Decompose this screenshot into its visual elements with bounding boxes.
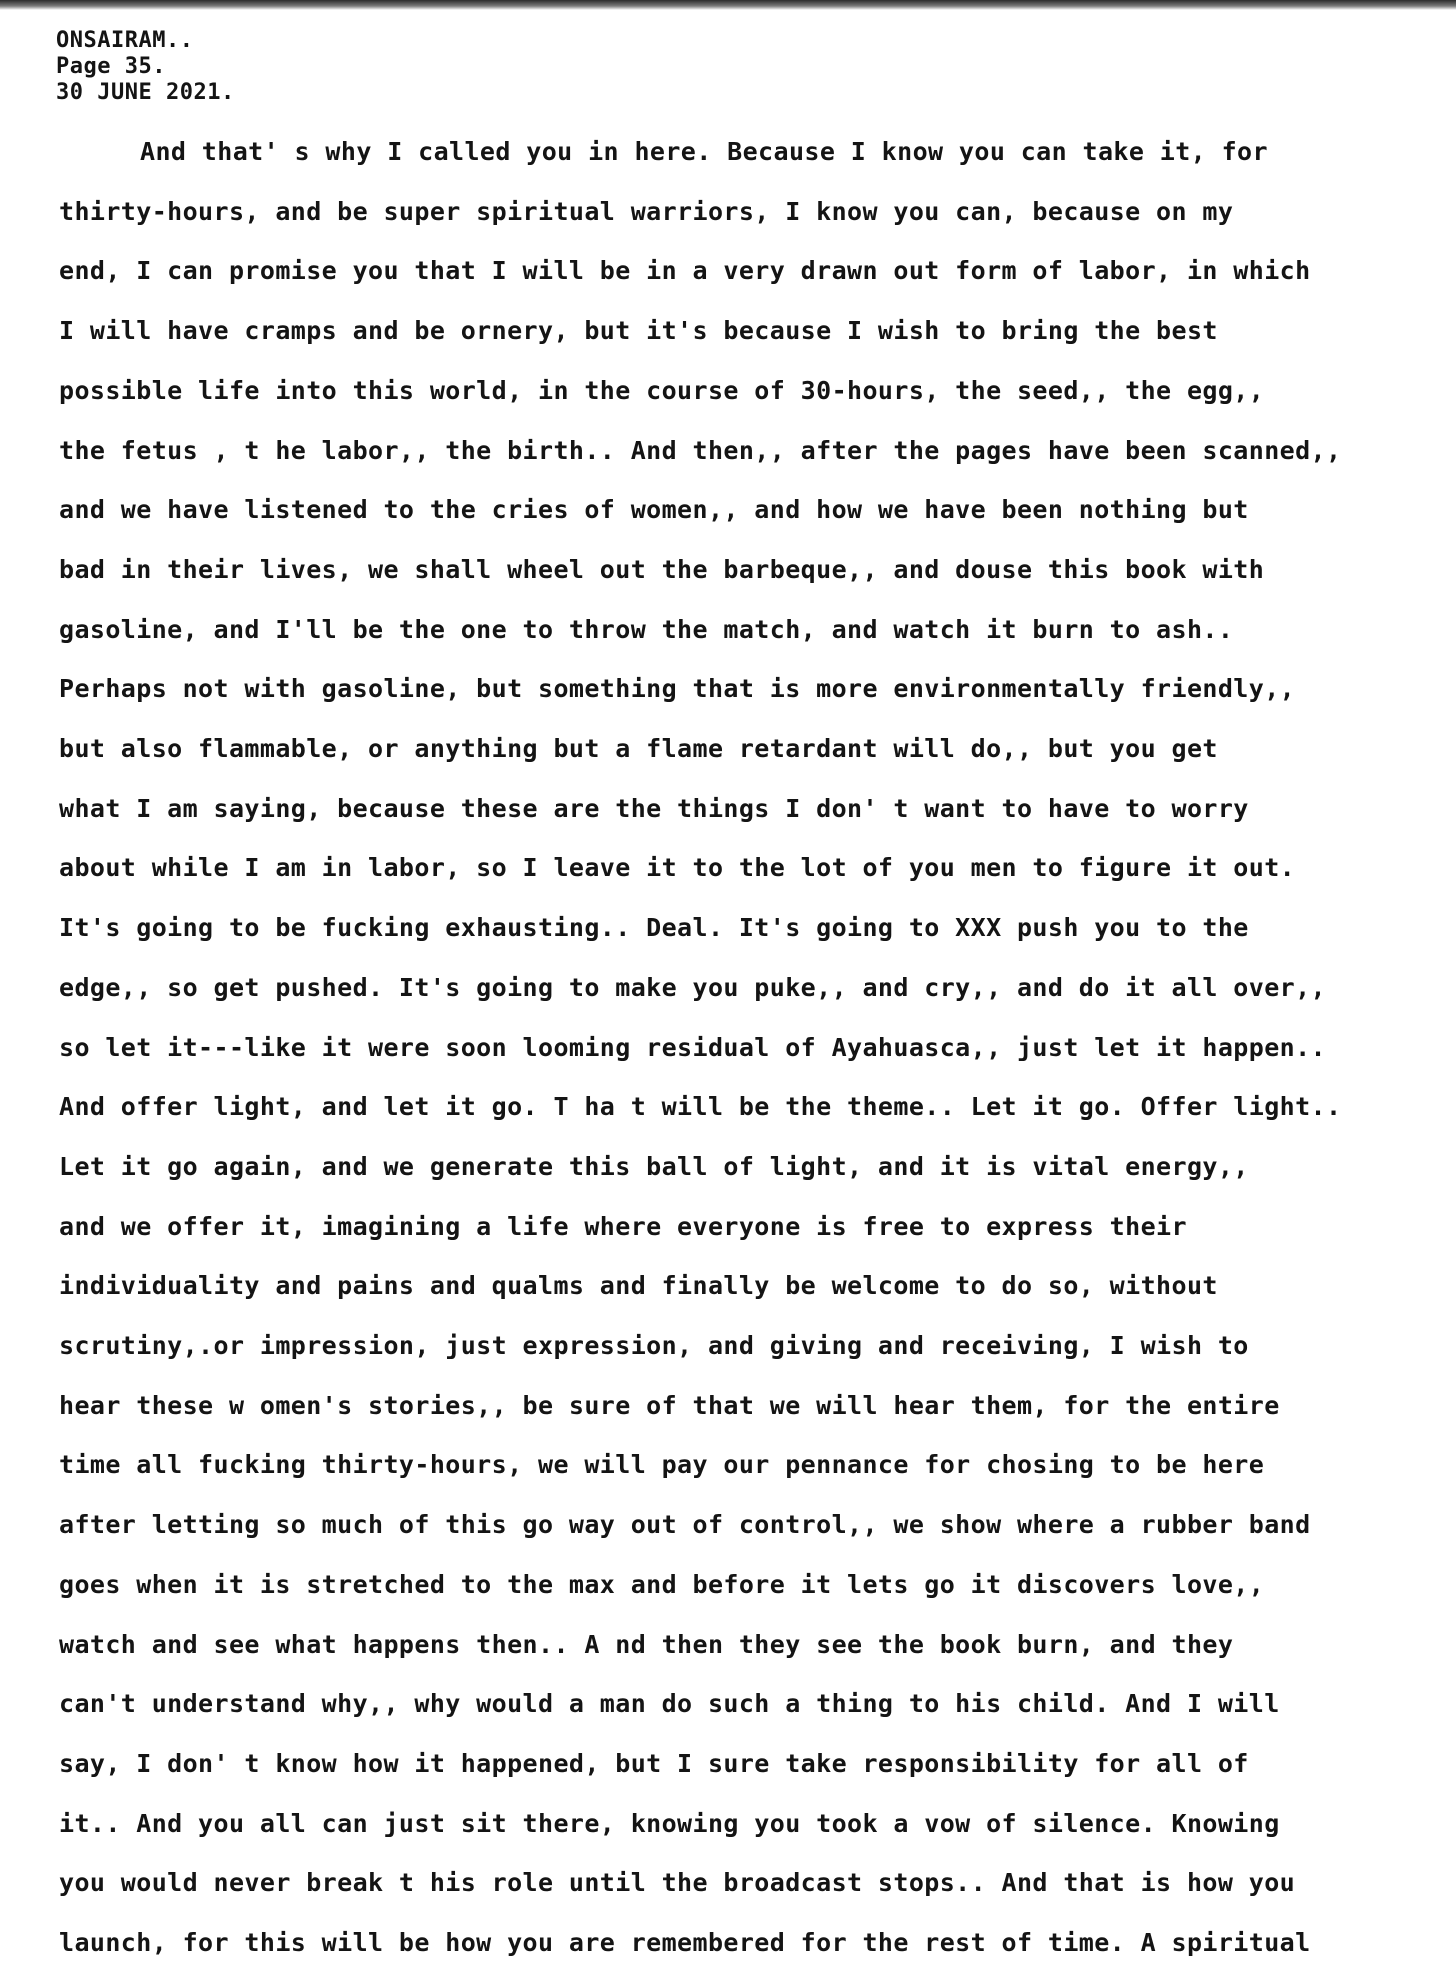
text-line: bad in their lives, we shall wheel out the barbeque,, and douse this book with: [59, 554, 1265, 584]
text-line: I will have cramps and be ornery, but it's because I wish to bring the best: [59, 316, 1218, 346]
text-line: after letting so much of this go way out of control,, we show where a rubber band: [59, 1510, 1311, 1540]
text-line: gasoline, and I'll be the one to throw the match, and watch it burn to ash..: [59, 614, 1234, 644]
text-line: it.. And you all can just sit there, knowing you took a vow of silence. Knowing: [59, 1808, 1280, 1838]
text-line: about while I am in labor, so I leave it to the lot of you men to figure it out.: [59, 853, 1296, 883]
text-line: scrutiny,.or impression, just expression, and giving and receiving, I wish to: [59, 1331, 1249, 1360]
text-line: watch and see what happens then.. A nd then they see the book burn, and they: [59, 1629, 1234, 1659]
text-line: Let it go again, and we generate this ball of light, and it is vital energy,,: [59, 1151, 1249, 1181]
text-line: you would never break t his role until the broadcast stops.. And that is how you: [59, 1868, 1296, 1898]
text-line: thirty-hours, and be super spiritual warriors, I know you can, because on my: [59, 196, 1234, 226]
date-line: 30 JUNE 2021.: [56, 80, 235, 105]
text-line: and we have listened to the cries of women,, and how we have been nothing but: [59, 495, 1249, 525]
text-line: hear these w omen's stories,, be sure of that we will hear them, for the entire: [59, 1390, 1280, 1420]
page-number-line: Page 35.: [56, 54, 166, 79]
page-header: [56, 28, 235, 106]
text-line: can't understand why,, why would a man do such a thing to his child. And I will: [59, 1689, 1280, 1719]
text-line: individuality and pains and qualms and finally be welcome to do so, without: [59, 1271, 1218, 1301]
text-line: It's going to be fucking exhausting.. Deal. It's going to XXX push you to the: [59, 913, 1249, 943]
text-line: time all fucking thirty-hours, we will pay our pennance for chosing to be here: [59, 1450, 1265, 1480]
author-line: ONSAIRAM..: [56, 28, 194, 53]
text-line: the fetus , t he labor,, the birth.. And then,, after the pages have been scanned,,: [59, 435, 1342, 465]
text-line: end, I can promise you that I will be in a very drawn out form of labor, in which: [59, 256, 1311, 286]
text-line: goes when it is stretched to the max and before it lets go it discovers love,,: [59, 1569, 1265, 1599]
text-line: possible life into this world, in the course of 30-hours, the seed,, the egg,,: [59, 375, 1265, 405]
text-line: And that' s why I called you in here. Because I know you can take it, for: [140, 137, 1268, 166]
text-line: say, I don' t know how it happened, but I sure take responsibility for all of: [59, 1748, 1249, 1778]
text-line: edge,, so get pushed. It's going to make you puke,, and cry,, and do it all over,,: [59, 972, 1327, 1002]
text-line: launch, for this will be how you are remembered for the rest of time. A spiritual: [59, 1928, 1311, 1957]
text-line: what I am saying, because these are the things I don' t want to have to worry: [59, 793, 1249, 823]
text-line: Perhaps not with gasoline, but something that is more environmentally friendly,,: [59, 674, 1296, 704]
text-line: so let it---like it were soon looming residual of Ayahuasca,, just let it happen..: [59, 1032, 1327, 1062]
text-line: but also flammable, or anything but a flame retardant will do,, but you get: [59, 734, 1218, 763]
text-line: And offer light, and let it go. T ha t will be the theme.. Let it go. Offer light..: [59, 1092, 1342, 1122]
text-line: and we offer it, imagining a life where everyone is free to express their: [59, 1211, 1187, 1241]
